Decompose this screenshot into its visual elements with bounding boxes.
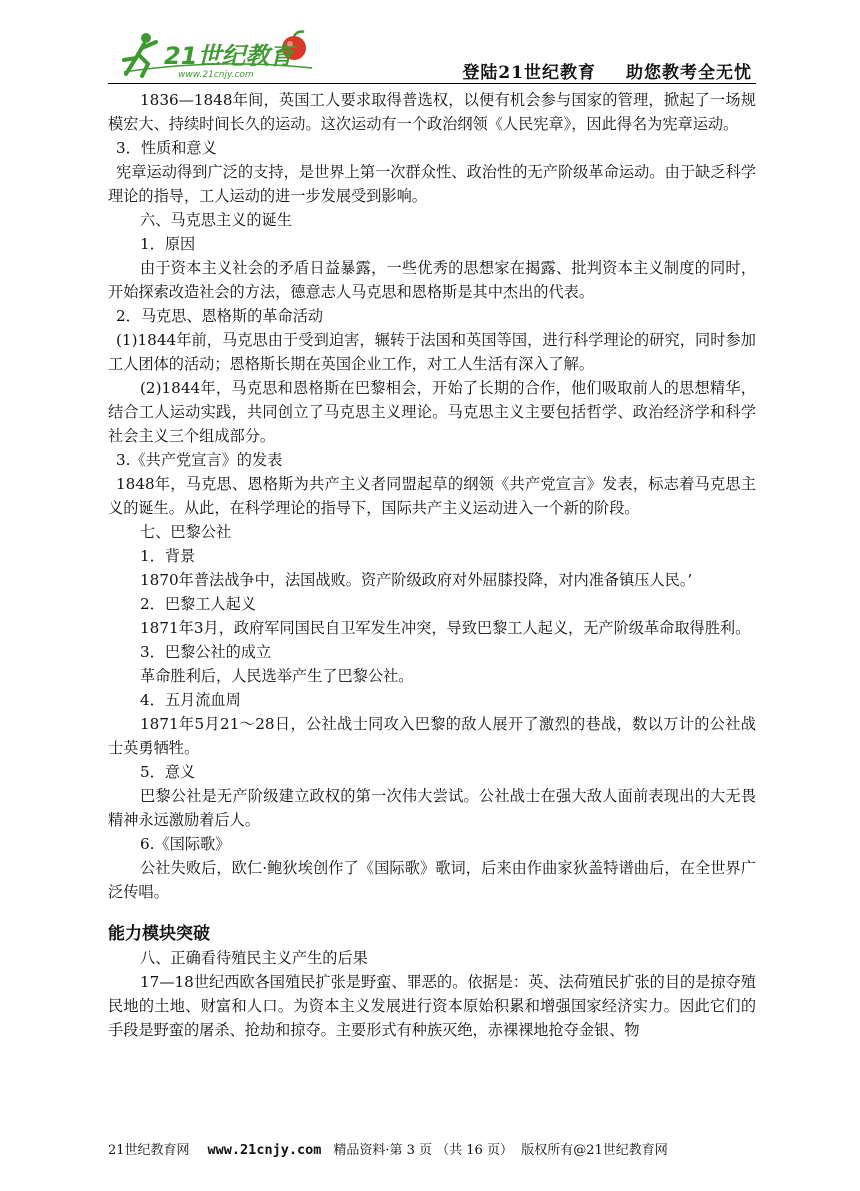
footer-copyright: 版权所有@21世纪教育网 [521, 1143, 668, 1158]
section-paragraphs [108, 88, 756, 904]
paragraph: 由于资本主义社会的矛盾日益暴露，一些优秀的思想家在揭露、批判资本主义制度的同时，开始探索改造社会的方法，德意志人马克思和恩格斯是其中杰出的代表。 [108, 259, 756, 301]
paragraph: 2．巴黎工人起义 [140, 595, 256, 613]
slogan-right: 助您教考全无忧 [626, 63, 752, 83]
paragraph: 3．性质和意义 [116, 139, 217, 157]
paragraph: 公社失败后，欧仁·鲍狄埃创作了《国际歌》歌词，后来由作曲家狄盖特谱曲后，在全世界广泛传唱。 [108, 859, 756, 901]
document-body [108, 88, 756, 1042]
footer-site: 21世纪教育网 [108, 1143, 190, 1158]
paragraph: 1．原因 [140, 235, 196, 253]
paragraph: 1848年，马克思、恩格斯为共产主义者同盟起草的纲领《共产党宣言》发表，标志着马克思主义的诞生。从此，在科学理论的指导下，国际共产主义运动进入一个新的阶段。 [108, 475, 756, 517]
header-divider [108, 83, 756, 84]
logo-text: 21世纪教育 [164, 42, 294, 70]
paragraph: 1836—1848年间，英国工人要求取得普选权，以便有机会参与国家的管理，掀起了一场规模宏大、持续时间长久的运动。这次运动有一个政治纲领《人民宪章》，因此得名为宪章运动。 [108, 91, 756, 133]
paragraph: 17—18世纪西欧各国殖民扩张是野蛮、罪恶的。依据是：英、法荷殖民扩张的目的是掠夺殖民地的土地、财富和人口。为资本主义发展进行资本原始积累和增强国家经济实力。因此它们的手段是野蛮的屠杀、抢劫和掠夺。主要形式有种族灭绝，赤裸裸地抢夺金银、物 [108, 973, 756, 1039]
paragraph: 巴黎公社是无产阶级建立政权的第一次伟大尝试。公社战士在强大敌人面前表现出的大无畏精神永远激励着后人。 [108, 787, 756, 829]
paragraph: 4．五月流血周 [140, 691, 241, 709]
paragraph: 6.《国际歌》 [140, 835, 231, 853]
footer-url: www.21cnjy.com [207, 1142, 322, 1158]
paragraph: 1871年3月，政府军同国民自卫军发生冲突，导致巴黎工人起义，无产阶级革命取得胜利。 [140, 619, 751, 637]
paragraph: 革命胜利后，人民选举产生了巴黎公社。 [140, 667, 414, 685]
section2-paragraphs [108, 946, 756, 1042]
header-slogan [432, 58, 752, 83]
paragraph: (2)1844年，马克思和恩格斯在巴黎相会，开始了长期的合作，他们吸取前人的思想精华，结合工人运动实践，共同创立了马克思主义理论。马克思主义主要包括哲学、政治经济学和科学社会主义三个组成部分。 [108, 379, 756, 445]
section-title: 能力模块突破 [108, 924, 210, 944]
page-header [108, 28, 756, 84]
paragraph: 1870年普法战争中，法国战败。资产阶级政府对外屈膝投降，对内准备镇压人民。’ [140, 571, 693, 589]
paragraph: 八、正确看待殖民主义产生的后果 [140, 949, 368, 967]
paragraph: 1871年5月21～28日，公社战士同攻入巴黎的敌人展开了激烈的巷战，数以万计的公社战士英勇牺牲。 [108, 715, 756, 757]
paragraph: 5．意义 [140, 763, 196, 781]
page-footer [108, 1139, 756, 1158]
paragraph: 2．马克思、恩格斯的革命活动 [116, 307, 324, 325]
paragraph: 六、马克思主义的诞生 [140, 211, 292, 229]
site-logo [116, 28, 316, 80]
paragraph: 宪章运动得到广泛的支持，是世界上第一次群众性、政治性的无产阶级革命运动。由于缺乏科学理论的指导，工人运动的进一步发展受到影响。 [108, 163, 756, 205]
paragraph: 1．背景 [140, 547, 196, 565]
footer-page-info: 精品资料·第 3 页 （共 16 页） [333, 1143, 513, 1158]
slogan-left: 登陆21世纪教育 [462, 63, 596, 83]
paragraph: 3.《共产党宣言》的发表 [116, 451, 283, 469]
paragraph: 3．巴黎公社的成立 [140, 643, 272, 661]
logo-url: www.21cnjy.com [178, 70, 254, 80]
paragraph: (1)1844年前，马克思由于受到迫害，辗转于法国和英国等国，进行科学理论的研究，同时参加工人团体的活动；恩格斯长期在英国企业工作，对工人生活有深入了解。 [108, 331, 756, 373]
paragraph: 七、巴黎公社 [140, 523, 232, 541]
